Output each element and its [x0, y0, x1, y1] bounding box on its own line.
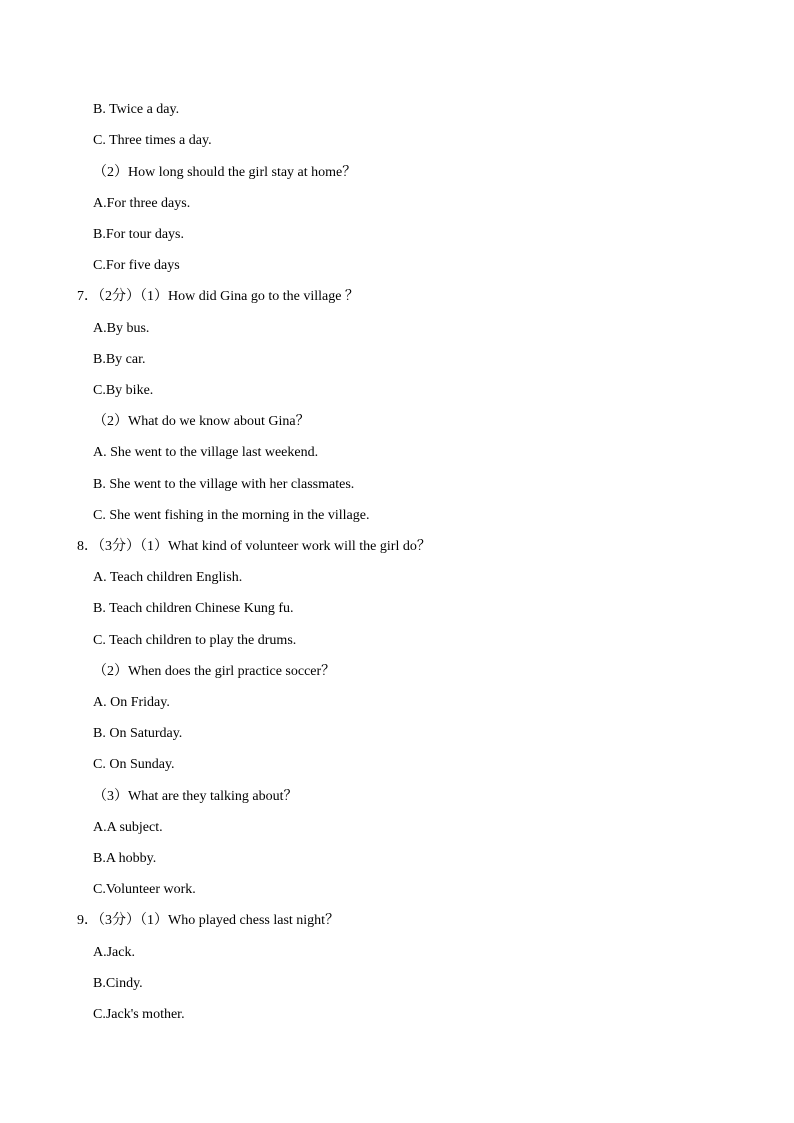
q8-sub2-option-c: C. On Sunday. — [93, 757, 175, 772]
q6-sub2-prompt: （2）How long should the girl stay at home？ — [93, 165, 357, 180]
q7-sub2-option-b: B. She went to the village with her classmates. — [93, 477, 355, 492]
q8-sub3-option-b: B.A hobby. — [93, 851, 157, 866]
q8-header: 8．（3分）（1）What kind of volunteer work will the girl do？ — [77, 539, 431, 554]
q7-header: 7．（2分）（1）How did Gina go to the village ？ — [77, 289, 359, 304]
q9-header: 9．（3分）（1）Who played chess last night？ — [77, 913, 340, 928]
q7-sub1-option-b: B.By car. — [93, 352, 146, 367]
q7-sub1-option-a: A.By bus. — [93, 321, 150, 336]
q6-sub2-option-a: A.For three days. — [93, 196, 191, 211]
q9-sub1-option-b: B.Cindy. — [93, 976, 143, 991]
q7-sub2-option-c: C. She went fishing in the morning in the village. — [93, 508, 370, 523]
q8-sub3-option-a: A.A subject. — [93, 820, 163, 835]
q8-sub2-prompt: （2）When does the girl practice soccer？ — [93, 664, 336, 679]
q7-sub2-prompt: （2）What do we know about Gina？ — [93, 414, 310, 429]
q7-sub2-option-a: A. She went to the village last weekend. — [93, 445, 319, 460]
q7-sub1-option-c: C.By bike. — [93, 383, 154, 398]
q8-sub1-option-b: B. Teach children Chinese Kung fu. — [93, 601, 294, 616]
q8-sub3-prompt: （3）What are they talking about？ — [93, 789, 298, 804]
q8-sub1-option-a: A. Teach children English. — [93, 570, 243, 585]
q8-sub2-option-a: A. On Friday. — [93, 695, 170, 710]
q9-sub1-option-a: A.Jack. — [93, 945, 135, 960]
q6-sub1-option-c: C. Three times a day. — [93, 133, 212, 148]
q8-sub3-option-c: C.Volunteer work. — [93, 882, 196, 897]
q6-sub2-option-b: B.For tour days. — [93, 227, 184, 242]
q6-sub1-option-b: B. Twice a day. — [93, 102, 180, 117]
q8-sub1-option-c: C. Teach children to play the drums. — [93, 633, 297, 648]
q8-sub2-option-b: B. On Saturday. — [93, 726, 183, 741]
q9-sub1-option-c: C.Jack's mother. — [93, 1007, 185, 1022]
q6-sub2-option-c: C.For five days — [93, 258, 180, 273]
